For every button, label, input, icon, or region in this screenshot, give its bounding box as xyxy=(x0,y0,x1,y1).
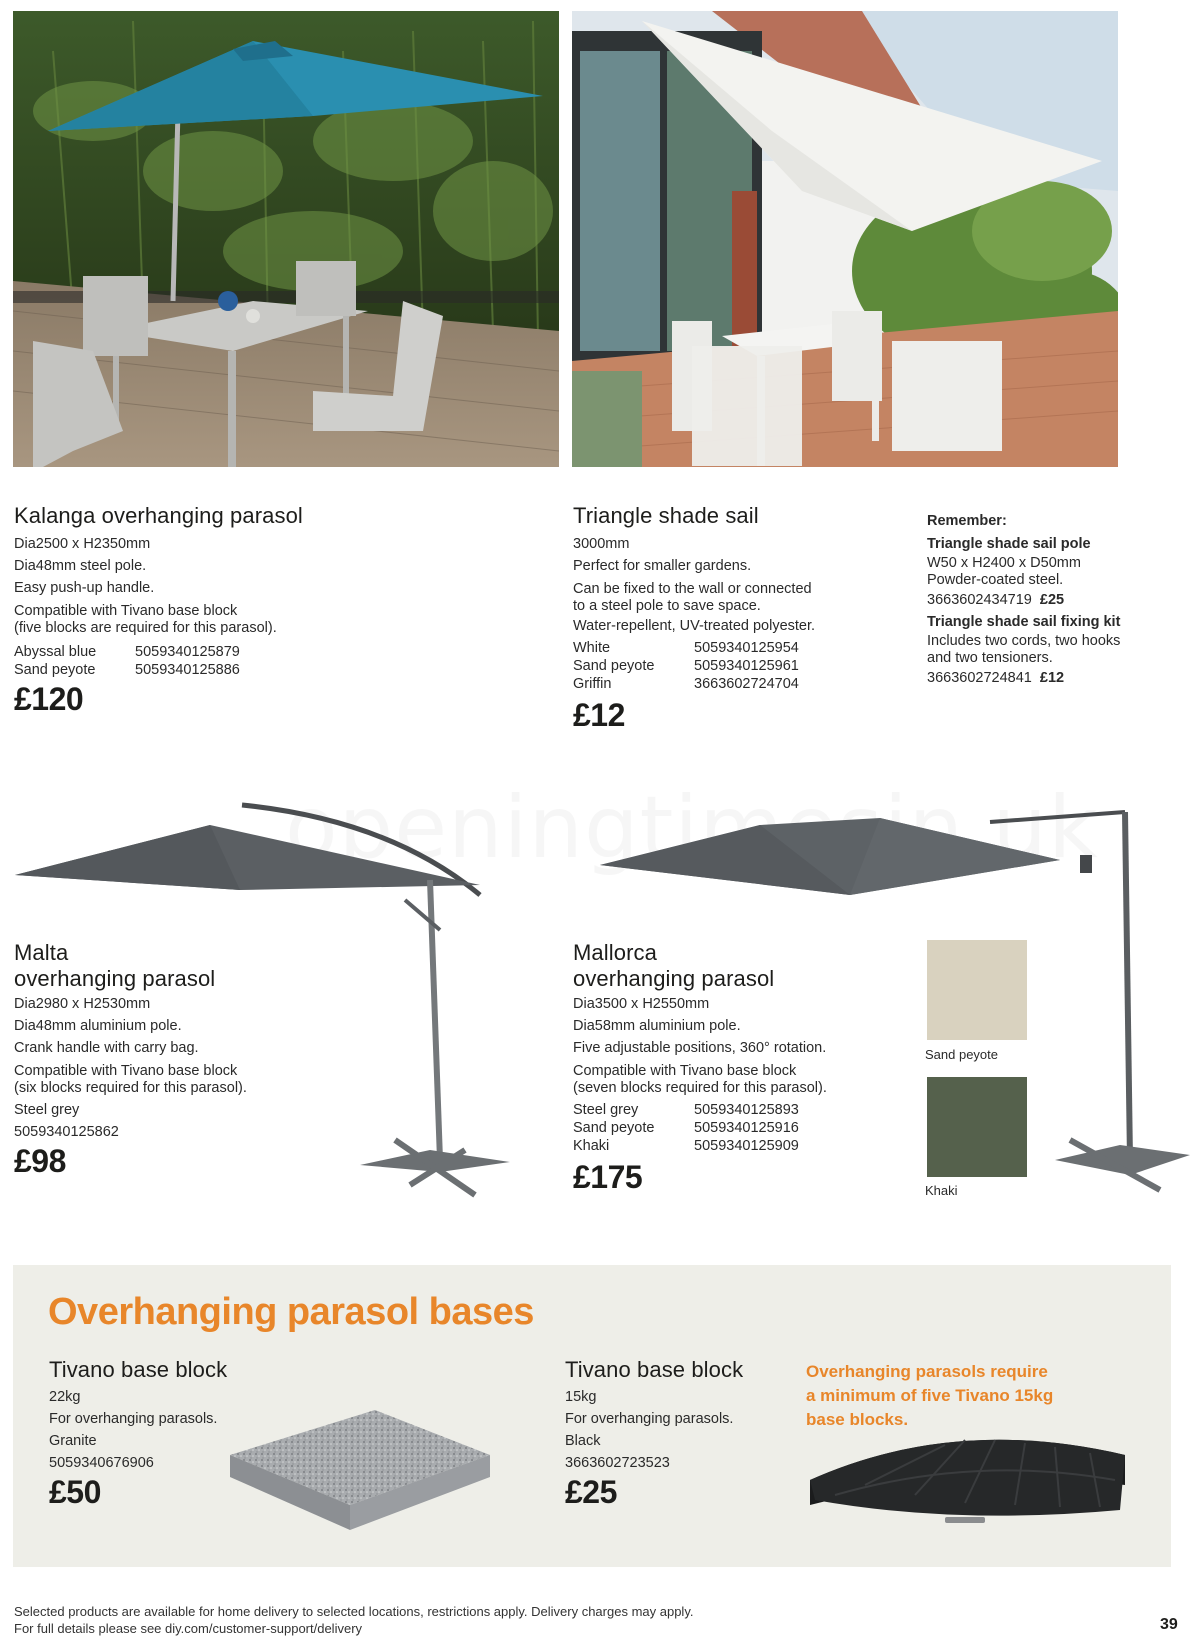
variant-code: 5059340125909 xyxy=(694,1138,799,1154)
black-base-product xyxy=(565,1357,785,1510)
sail-pole-code: 3663602434719 xyxy=(927,592,1032,608)
variant-code: 5059340125886 xyxy=(135,662,240,678)
variant-code: 5059340125893 xyxy=(694,1102,799,1118)
variant-row xyxy=(573,1137,883,1155)
variant-name: Steel grey xyxy=(573,1102,639,1118)
mallorca-price: £175 xyxy=(573,1159,643,1195)
mallorca-compat-1: Compatible with Tivano base block xyxy=(573,1063,797,1079)
bases-note xyxy=(806,1360,1096,1432)
malta-pole: Dia48mm aluminium pole. xyxy=(14,1018,182,1034)
granite-base-image xyxy=(225,1405,495,1535)
swatch-label-sand-peyote: Sand peyote xyxy=(925,1047,999,1062)
kalanga-product xyxy=(14,503,374,717)
fixing-kit-code-price xyxy=(927,667,1187,689)
granite-base-title: Tivano base block xyxy=(49,1357,228,1382)
variant-name: White xyxy=(573,640,611,656)
variant-code: 5059340125879 xyxy=(135,644,240,660)
variant-row xyxy=(573,1119,883,1137)
sail-pole-dims: W50 x H2400 x D50mm xyxy=(927,555,1081,571)
malta-code: 5059340125862 xyxy=(14,1124,119,1140)
malta-compat-1: Compatible with Tivano base block xyxy=(14,1063,238,1079)
mallorca-product xyxy=(573,940,883,1195)
bases-note-line-3: base blocks. xyxy=(806,1410,909,1429)
triangle-sail-product xyxy=(573,503,873,733)
mallorca-rotation: Five adjustable positions, 360° rotation. xyxy=(573,1040,827,1056)
malta-title-1: Malta xyxy=(14,940,69,965)
triangle-sail-garden: Perfect for smaller gardens. xyxy=(573,558,752,574)
triangle-sail-variants xyxy=(573,639,873,693)
black-base-title: Tivano base block xyxy=(565,1357,744,1382)
malta-colour: Steel grey xyxy=(14,1102,80,1118)
kalanga-scene-image xyxy=(13,11,559,467)
malta-handle: Crank handle with carry bag. xyxy=(14,1040,199,1056)
kalanga-title: Kalanga overhanging parasol xyxy=(14,503,303,528)
page-number: 39 xyxy=(1160,1616,1178,1633)
black-base-price: £25 xyxy=(565,1474,617,1510)
swatch-label-khaki: Khaki xyxy=(925,1183,958,1198)
variant-name: Abyssal blue xyxy=(14,644,97,660)
malta-product xyxy=(14,940,334,1179)
granite-base-use: For overhanging parasols. xyxy=(49,1411,218,1427)
variant-code: 5059340125916 xyxy=(694,1120,799,1136)
variant-code: 3663602724704 xyxy=(694,676,799,692)
variant-name: Sand peyote xyxy=(573,1120,655,1136)
kalanga-price: £120 xyxy=(14,681,84,717)
swatch-sand-peyote xyxy=(927,940,1027,1040)
granite-base-price: £50 xyxy=(49,1474,101,1510)
granite-base-colour: Granite xyxy=(49,1433,97,1449)
triangle-sail-fix-2: to a steel pole to save space. xyxy=(573,598,761,614)
mallorca-variants xyxy=(573,1101,883,1155)
kalanga-pole: Dia48mm steel pole. xyxy=(14,558,147,574)
fixing-kit-code: 3663602724841 xyxy=(927,670,1032,686)
variant-row xyxy=(573,657,873,675)
footer-delivery-link: For full details please see diy.com/customer-support/delivery xyxy=(14,1621,363,1636)
remember-heading: Remember: xyxy=(927,513,1007,529)
kalanga-dims: Dia2500 x H2350mm xyxy=(14,536,151,552)
black-base-colour: Black xyxy=(565,1433,601,1449)
triangle-sail-size: 3000mm xyxy=(573,536,630,552)
kalanga-compat-1: Compatible with Tivano base block xyxy=(14,603,238,619)
variant-row xyxy=(14,643,374,661)
variant-row xyxy=(573,675,873,693)
fixing-kit-desc-2: and two tensioners. xyxy=(927,650,1053,666)
granite-base-weight: 22kg xyxy=(49,1389,81,1405)
mallorca-title-1: Mallorca xyxy=(573,940,657,965)
mallorca-compat-2: (seven blocks required for this parasol). xyxy=(573,1080,827,1096)
mallorca-pole: Dia58mm aluminium pole. xyxy=(573,1018,741,1034)
variant-name: Griffin xyxy=(573,676,612,692)
kalanga-photo xyxy=(13,11,559,467)
variant-name: Khaki xyxy=(573,1138,610,1154)
variant-name: Sand peyote xyxy=(573,658,655,674)
bases-note-line-1: Overhanging parasols require xyxy=(806,1362,1048,1381)
black-base-code: 3663602723523 xyxy=(565,1455,670,1471)
malta-title-2: overhanging parasol xyxy=(14,966,216,991)
delivery-footer xyxy=(14,1603,693,1637)
variant-row xyxy=(573,1101,883,1119)
fixing-kit-desc-1: Includes two cords, two hooks xyxy=(927,633,1121,649)
bases-note-line-2: a minimum of five Tivano 15kg xyxy=(806,1386,1054,1405)
black-base-use: For overhanging parasols. xyxy=(565,1411,734,1427)
triangle-sail-title: Triangle shade sail xyxy=(573,503,759,528)
variant-code: 5059340125961 xyxy=(694,658,799,674)
sail-pole-title: Triangle shade sail pole xyxy=(927,536,1091,552)
black-base-weight: 15kg xyxy=(565,1389,597,1405)
shade-sail-photo xyxy=(572,11,1118,467)
malta-compat-2: (six blocks required for this parasol). xyxy=(14,1080,247,1096)
kalanga-handle: Easy push-up handle. xyxy=(14,580,155,596)
triangle-sail-price: £12 xyxy=(573,697,625,733)
variant-row xyxy=(573,639,873,657)
footer-delivery-note: Selected products are available for home delivery to selected locations, restrictions apply. Delivery charges may apply. xyxy=(14,1604,694,1619)
fixing-kit-title: Triangle shade sail fixing kit xyxy=(927,614,1121,630)
sail-pole-price: £25 xyxy=(1039,592,1065,608)
granite-base-code: 5059340676906 xyxy=(49,1455,154,1471)
kalanga-compat-2: (five blocks are required for this parasol). xyxy=(14,620,277,636)
sail-pole-material: Powder-coated steel. xyxy=(927,572,1064,588)
malta-price: £98 xyxy=(14,1143,66,1179)
sail-pole-code-price xyxy=(927,589,1187,611)
variant-row xyxy=(14,661,374,679)
black-base-image xyxy=(805,1425,1135,1535)
swatch-khaki xyxy=(927,1077,1027,1177)
shade-sail-scene-image xyxy=(572,11,1118,467)
triangle-sail-material: Water-repellent, UV-treated polyester. xyxy=(573,618,816,634)
mallorca-dims: Dia3500 x H2550mm xyxy=(573,996,710,1012)
variant-name: Sand peyote xyxy=(14,662,96,678)
triangle-sail-fix-1: Can be fixed to the wall or connected xyxy=(573,581,812,597)
malta-dims: Dia2980 x H2530mm xyxy=(14,996,151,1012)
remember-accessories xyxy=(927,512,1187,689)
fixing-kit-price: £12 xyxy=(1039,670,1065,686)
bases-heading: Overhanging parasol bases xyxy=(48,1291,534,1333)
kalanga-variants xyxy=(14,643,374,679)
mallorca-title-2: overhanging parasol xyxy=(573,966,775,991)
variant-code: 5059340125954 xyxy=(694,640,799,656)
